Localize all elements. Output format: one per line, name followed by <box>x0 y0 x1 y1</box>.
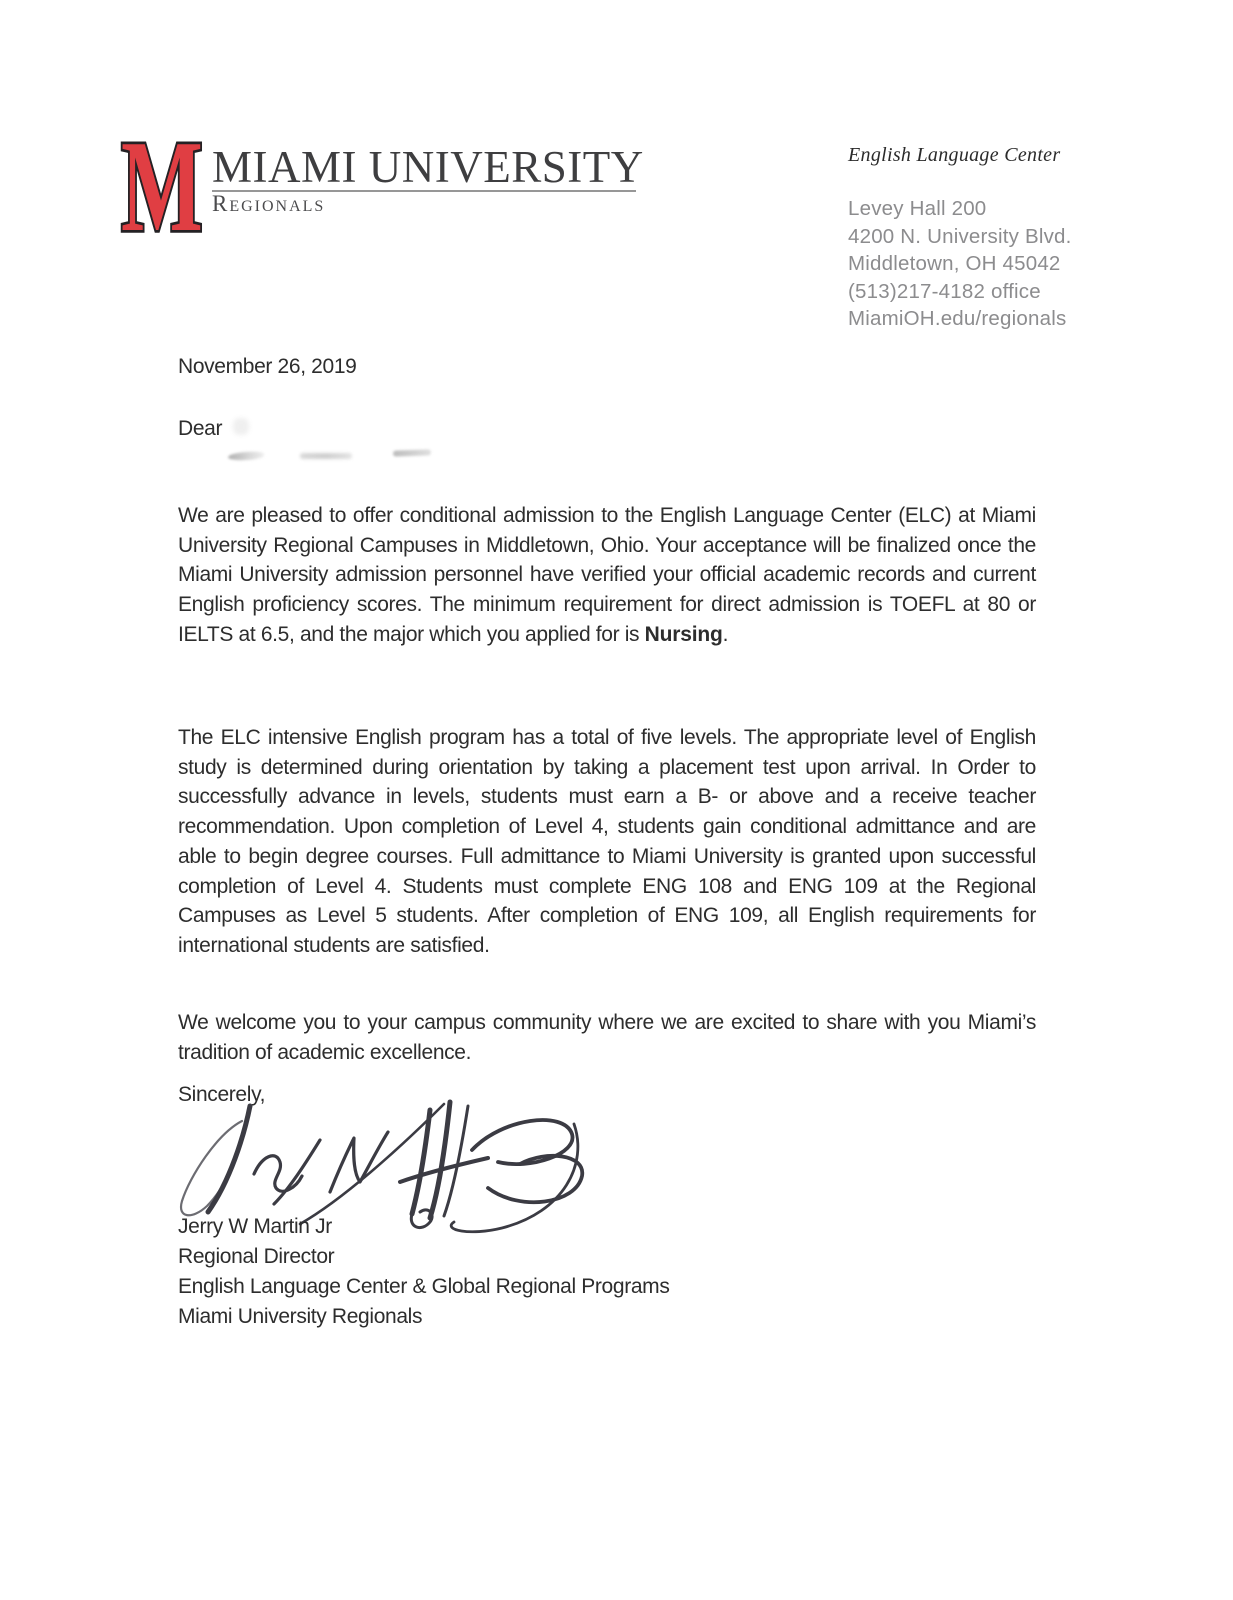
letter-date: November 26, 2019 <box>178 355 357 378</box>
signer-name: Jerry W Martin Jr <box>178 1215 332 1238</box>
signer-title: Regional Director <box>178 1245 335 1268</box>
contact-block <box>848 144 1178 333</box>
paragraph-admission-period: . <box>722 622 729 646</box>
redaction-smudge <box>393 449 431 456</box>
signer-block <box>178 1212 1036 1332</box>
paragraph-program: The ELC intensive English program has a total of five levels. The appropriate level of English study is determined during orientation by taking a placement test upon arrival. In Order to successfully advance in levels, students must earn a B- or above and a receive teacher recommendation. Upon completion of Level 4, students gain conditional admittance and are able to begin degree courses. Full admittance to Miami University is granted upon successful completion of Level 4. Students must complete ENG 108 and ENG 109 at the Regional Campuses as Level 5 students. After completion of ENG 109, all English requirements for international students are satisfied. <box>178 726 1036 957</box>
salutation: Dear <box>178 417 223 440</box>
contact-address <box>848 195 1178 333</box>
miami-m-glyph: M <box>121 114 203 260</box>
paragraph-admission-text: We are pleased to offer conditional admission to the English Language Center (ELC) at Miami University Regional Campuses in Middletown, Ohio. Your acceptance will be finalized once the Miami University admission personnel have verified your official academic records and current English proficiency scores. The minimum requirement for direct admission is TOEFL at 80 or IELTS at 6.5, and the major which you applied for is <box>178 504 1036 646</box>
phone-line: (513)217-4182 office <box>848 279 1041 303</box>
miami-logo-wordmark <box>212 142 644 216</box>
logo-title: MIAMI UNIVERSITY <box>212 142 644 192</box>
redaction-smudge <box>228 451 264 461</box>
redaction-smudge <box>300 453 352 459</box>
closing: Sincerely, <box>178 1083 266 1106</box>
paragraph-admission <box>178 501 1036 650</box>
website-line: MiamiOH.edu/regionals <box>848 307 1067 330</box>
address-line: Levey Hall 200 <box>848 197 987 220</box>
signer-department: English Language Center & Global Regional Programs <box>178 1275 670 1298</box>
major-name: Nursing <box>644 622 723 646</box>
department-name: English Language Center <box>848 144 1061 166</box>
address-line: Middletown, OH 45042 <box>848 252 1061 275</box>
signer-organization: Miami University Regionals <box>178 1305 423 1328</box>
miami-m-icon <box>119 114 205 260</box>
paragraph-welcome: We welcome you to your campus community where we are excited to share with you Miami’s tradition of academic excellence. <box>178 1011 1036 1064</box>
redacted-name-ghost <box>233 418 249 435</box>
logo-subtitle: Regionals <box>212 191 326 216</box>
address-line: 4200 N. University Blvd. <box>848 224 1072 248</box>
